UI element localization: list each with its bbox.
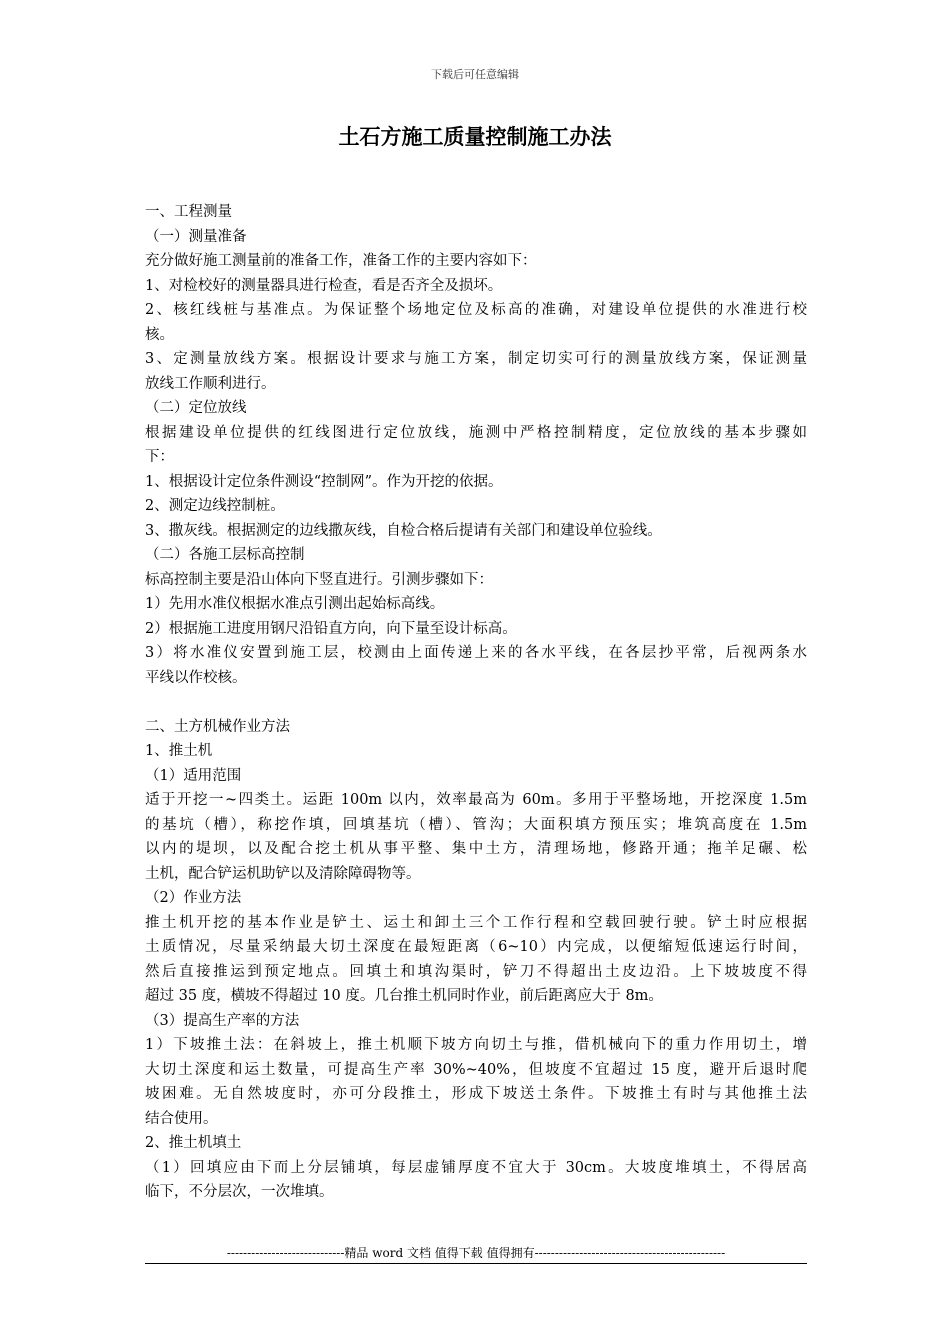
document-title: 土石方施工质量控制施工办法 (338, 124, 612, 149)
list-item: 3、定测量放线方案。根据设计要求与施工方案，制定切实可行的测量放线方案，保证测量 (145, 351, 807, 367)
paragraph-line: 适于开挖一~四类土。运距 100m 以内，效率最高为 60m。多用于平整场地，开挖深度 1.5m (145, 792, 807, 808)
section-heading: 二、土方机械作业方法 (145, 718, 290, 735)
subsection-heading: 2、推土机填土 (145, 1135, 242, 1151)
paragraph-line: 土机，配合铲运机助铲以及清除障碍物等。 (145, 865, 421, 882)
list-item: 1）下坡推土法：在斜坡上，推土机顺下坡方向切土与推，借机械向下的重力作用切土，增 (145, 1037, 807, 1053)
paragraph-line: 坡困难。无自然坡度时，亦可分段推土，形成下坡送土条件。下坡推土有时与其他推土法 (145, 1086, 807, 1102)
header-note: 下载后可任意编辑 (431, 68, 519, 81)
footer-text: -----------------------------精品 word 文档 值得下载 值得拥有----------------------------------------------- (226, 1246, 726, 1260)
paragraph-line: 大切土深度和运土数量，可提高生产率 30%~40%，但坡度不宜超过 15 度，避开后退时爬 (145, 1061, 807, 1078)
list-item: 1、对检校好的测量器具进行检查，看是否齐全及损坏。 (145, 277, 503, 294)
paragraph-line: 下： (145, 449, 174, 465)
paragraph-line: 推土机开挖的基本作业是铲土、运土和卸土三个工作行程和空载回驶行驶。铲土时应根据 (145, 914, 807, 931)
paragraph-line: 土质情况，尽量采纳最大切土深度在最短距离（6~10）内完成，以便缩短低速运行时间， (145, 939, 807, 955)
paragraph-line: 然后直接推运到预定地点。回填土和填沟渠时，铲刀不得超出土皮边沿。上下坡坡度不得 (145, 963, 807, 980)
subsection-heading: （1）适用范围 (145, 767, 242, 784)
paragraph-line: 标高控制主要是沿山体向下竖直进行。引测步骤如下： (145, 571, 493, 588)
subsection-heading: （一）测量准备 (145, 228, 247, 245)
paragraph-line: 结合使用。 (145, 1110, 218, 1127)
subsection-heading: 1、推土机 (145, 743, 213, 759)
paragraph-line: 超过 35 度，横坡不得超过 10 度。几台推土机同时作业，前后距离应大于 8m。 (145, 988, 663, 1004)
subsection-heading: （二）定位放线 (145, 400, 247, 416)
paragraph-line: 放线工作顺利进行。 (145, 375, 276, 392)
list-item: 2、核红线桩与基准点。为保证整个场地定位及标高的准确，对建设单位提供的水准进行校 (145, 302, 807, 318)
paragraph-line: 平线以作校核。 (145, 669, 247, 686)
paragraph-line: 临下，不分层次，一次堆填。 (145, 1184, 334, 1200)
paragraph-line: 的基坑（槽），称挖作填，回填基坑（槽）、管沟；大面积填方预压实；堆筑高度在 1.5m (145, 816, 807, 833)
paragraph-line: 以内的堤坝，以及配合挖土机从事平整、集中土方，清理场地，修路开通；拖羊足碾、松 (145, 841, 807, 857)
document-body (145, 200, 807, 1205)
subsection-heading: （二）各施工层标高控制 (145, 547, 305, 563)
list-item: （1）回填应由下而上分层铺填，每层虚铺厚度不宜大于 30cm。大坡度堆填土，不得居高 (145, 1159, 807, 1176)
blank-line (145, 690, 807, 715)
section-heading: 一、工程测量 (145, 204, 232, 220)
footer-divider (145, 1263, 807, 1264)
subsection-heading: （2）作业方法 (145, 890, 242, 906)
list-item: 2、测定边线控制桩。 (145, 498, 285, 514)
list-item: 2）根据施工进度用钢尺沿铅直方向，向下量至设计标高。 (145, 620, 517, 637)
paragraph-line: 核。 (145, 326, 174, 343)
list-item: 3）将水准仪安置到施工层，校测由上面传递上来的各水平线，在各层抄平常，后视两条水 (145, 645, 807, 661)
list-item: 1、根据设计定位条件测设“控制网”。作为开挖的依据。 (145, 473, 503, 490)
list-item: 3、撒灰线。根据测定的边线撒灰线，自检合格后提请有关部门和建设单位验线。 (145, 522, 662, 539)
paragraph-line: 根据建设单位提供的红线图进行定位放线，施测中严格控制精度，定位放线的基本步骤如 (145, 424, 807, 441)
paragraph-line: 充分做好施工测量前的准备工作，准备工作的主要内容如下： (145, 253, 537, 269)
list-item: 1）先用水准仪根据水准点引测出起始标高线。 (145, 596, 445, 612)
subsection-heading: （3）提高生产率的方法 (145, 1012, 300, 1029)
